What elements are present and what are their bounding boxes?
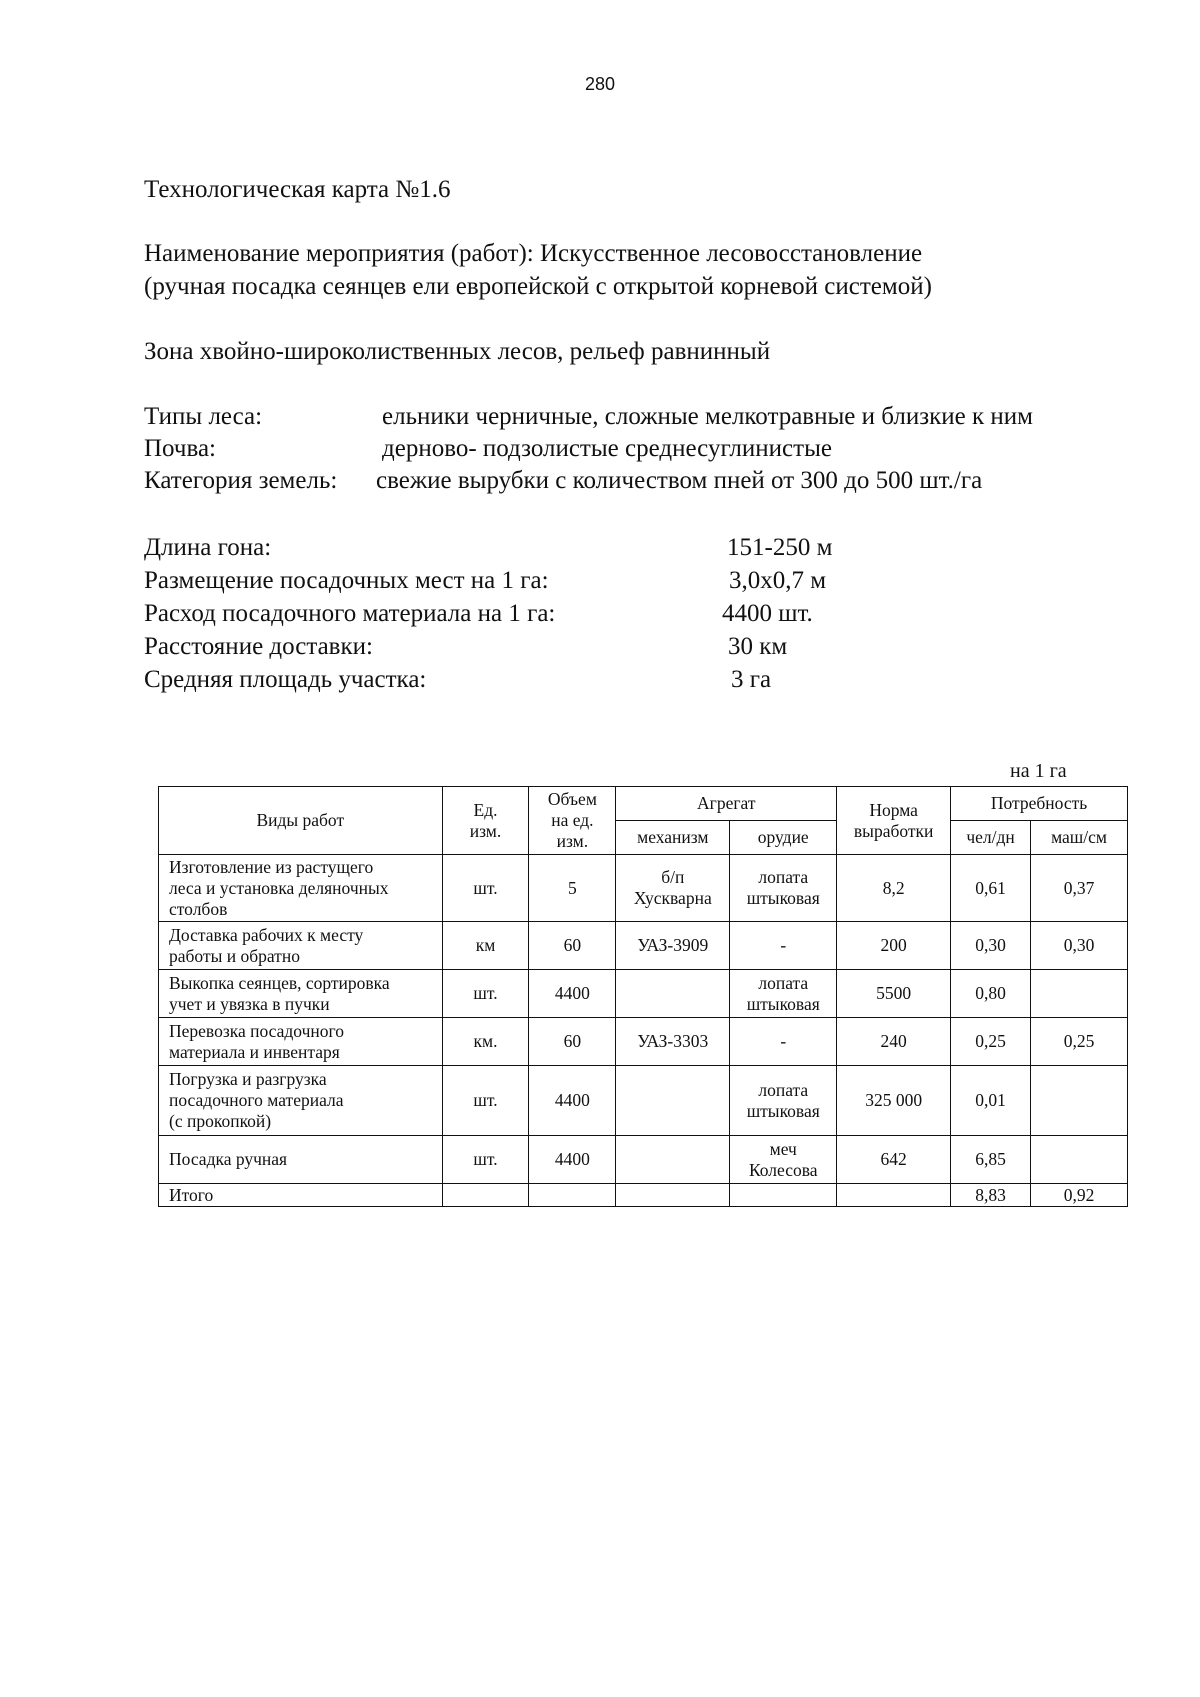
card-title: Технологическая карта №1.6 [144,176,451,203]
cell-norm: 200 [837,922,951,970]
cell-total-machine-shifts: 0,92 [1031,1184,1128,1207]
cell-machine-shifts [1031,970,1128,1018]
cell-tool: лопата штыковая [730,970,837,1018]
cell-man-days: 0,01 [951,1066,1031,1136]
table-row [159,922,1128,970]
cell-volume: 60 [529,922,616,970]
cell-volume: 4400 [529,970,616,1018]
cell-work: Изготовление из растущего леса и установка деляночных столбов [159,855,443,922]
header-machine-shifts: маш/см [1031,821,1128,855]
cell-volume: 4400 [529,1136,616,1184]
cell-unit: км [442,922,529,970]
header-mechanism: механизм [616,821,730,855]
table-unit-note: на 1 га [1010,760,1067,782]
header-need: Потребность [951,787,1128,821]
param-label-delivery-distance: Расстояние доставки: [144,633,373,660]
cell-unit: шт. [442,855,529,922]
cell-mechanism [616,1136,730,1184]
header-man-days: чел/дн [951,821,1031,855]
table-total-row [159,1184,1128,1207]
cell-man-days: 0,25 [951,1018,1031,1066]
cell-mechanism [616,970,730,1018]
cell-machine-shifts: 0,25 [1031,1018,1128,1066]
site-value-forest-types: ельники черничные, сложные мелкотравные и близкие к ним [382,403,1033,430]
param-label-planting-spacing: Размещение посадочных мест на 1 га: [144,567,549,594]
cell-unit: шт. [442,1136,529,1184]
cell-total-norm [837,1184,951,1207]
table-row [159,970,1128,1018]
cell-tool: лопата штыковая [730,1066,837,1136]
site-label-forest-types: Типы леса: [144,403,263,430]
cell-volume: 5 [529,855,616,922]
cell-tool: меч Колесова [730,1136,837,1184]
cell-tool: лопата штыковая [730,855,837,922]
measure-name-line-1: Наименование мероприятия (работ): Искусственное лесовосстановление [144,240,923,267]
cell-machine-shifts [1031,1066,1128,1136]
cell-man-days: 6,85 [951,1136,1031,1184]
table-row [159,1136,1128,1184]
header-work-type: Виды работ [159,787,443,855]
param-value-delivery-distance: 30 км [728,633,788,660]
cell-machine-shifts: 0,37 [1031,855,1128,922]
cell-volume: 4400 [529,1066,616,1136]
cell-unit: км. [442,1018,529,1066]
cell-unit: шт. [442,1066,529,1136]
table-header-row-1 [159,787,1128,821]
param-value-material-consumption: 4400 шт. [722,600,813,627]
param-label-average-area: Средняя площадь участка: [144,666,427,693]
cell-norm: 642 [837,1136,951,1184]
header-aggregate: Агрегат [616,787,837,821]
zone-line: Зона хвойно-широколиственных лесов, рельеф равнинный [144,338,771,365]
cell-volume: 60 [529,1018,616,1066]
page-number: 280 [584,74,616,94]
cell-work: Посадка ручная [159,1136,443,1184]
cell-norm: 8,2 [837,855,951,922]
header-unit: Ед. изм. [442,787,529,855]
cell-work: Доставка рабочих к месту работы и обратно [159,922,443,970]
cell-man-days: 0,30 [951,922,1031,970]
param-value-run-length: 151-250 м [727,534,833,561]
cell-mechanism [616,1066,730,1136]
cell-total-mechanism [616,1184,730,1207]
cell-work: Выкопка сеянцев, сортировка учет и увязка в пучки [159,970,443,1018]
cell-unit: шт. [442,970,529,1018]
cell-mechanism: УАЗ-3303 [616,1018,730,1066]
cell-norm: 5500 [837,970,951,1018]
site-value-soil: дерново- подзолистые среднесуглинистые [382,435,832,462]
cell-man-days: 0,80 [951,970,1031,1018]
site-value-land-category: свежие вырубки с количеством пней от 300 до 500 шт./га [376,467,983,494]
cell-work: Перевозка посадочного материала и инвентаря [159,1018,443,1066]
table-row [159,1018,1128,1066]
cell-total-man-days: 8,83 [951,1184,1031,1207]
cell-total-label: Итого [159,1184,443,1207]
header-norm: Норма выработки [837,787,951,855]
cell-tool: - [730,922,837,970]
param-label-run-length: Длина гона: [144,534,272,561]
param-value-planting-spacing: 3,0х0,7 м [729,567,827,594]
cell-machine-shifts [1031,1136,1128,1184]
table-row [159,855,1128,922]
cell-total-tool [730,1184,837,1207]
header-volume: Объем на ед. изм. [529,787,616,855]
cell-work: Погрузка и разгрузка посадочного материала (с прокопкой) [159,1066,443,1136]
cell-mechanism: УАЗ-3909 [616,922,730,970]
cell-machine-shifts: 0,30 [1031,922,1128,970]
param-label-material-consumption: Расход посадочного материала на 1 га: [144,600,556,627]
header-tool: орудие [730,821,837,855]
site-label-soil: Почва: [144,435,216,462]
cell-man-days: 0,61 [951,855,1031,922]
cell-total-unit [442,1184,529,1207]
cell-tool: - [730,1018,837,1066]
param-value-average-area: 3 га [731,666,772,693]
cell-mechanism: б/п Хускварна [616,855,730,922]
table-row [159,1066,1128,1136]
cell-norm: 325 000 [837,1066,951,1136]
work-table [158,786,1128,1207]
cell-total-volume [529,1184,616,1207]
cell-norm: 240 [837,1018,951,1066]
measure-name-line-2: (ручная посадка сеянцев ели европейской с открытой корневой системой) [144,273,932,300]
site-label-land-category: Категория земель: [144,467,338,494]
